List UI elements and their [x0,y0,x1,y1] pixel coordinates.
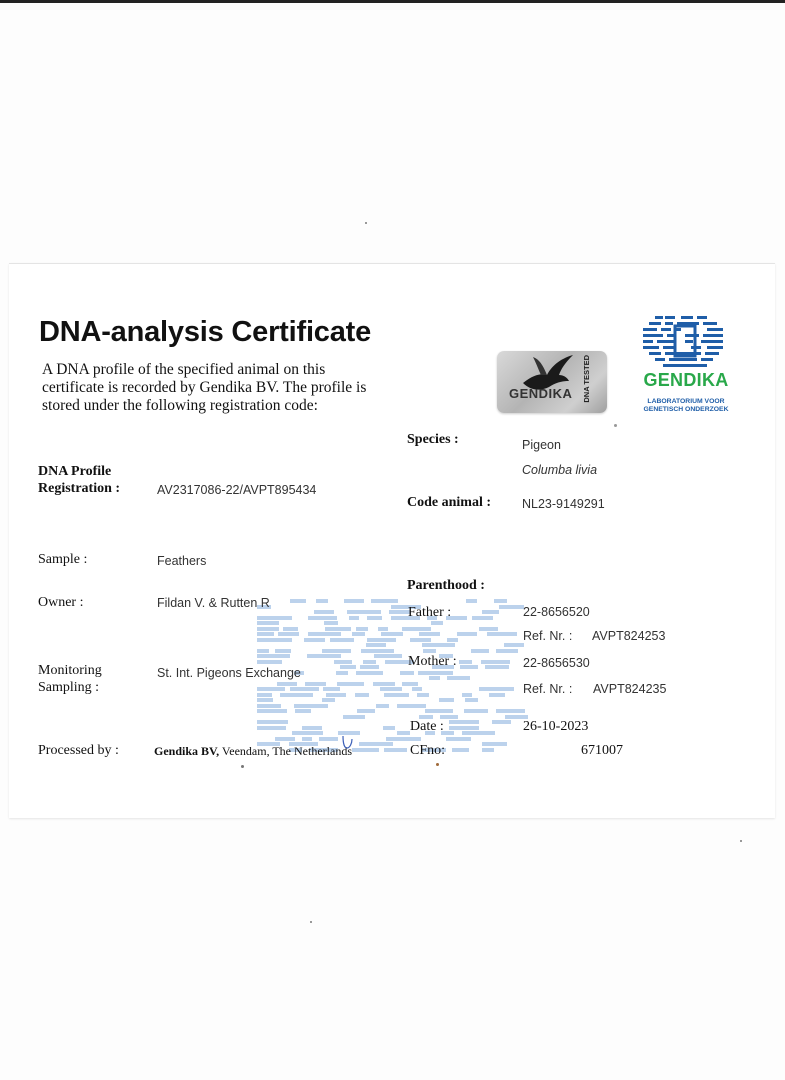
cfno-value: 671007 [581,743,623,758]
watermark-bar [449,720,479,724]
watermark-bar [257,704,281,708]
watermark-bar [257,632,274,636]
watermark-bar [257,649,269,653]
watermark-bar [322,698,335,702]
watermark-bar [257,660,282,664]
watermark-bar [355,693,369,697]
scan-speck [310,921,312,923]
watermark-bar [366,643,386,647]
watermark-bar [447,676,470,680]
watermark-bar [326,693,346,697]
watermark-bar [302,737,312,741]
parenthood-label: Parenthood : [407,578,485,593]
watermark-bar [322,649,351,653]
watermark-bar [294,704,328,708]
handwritten-mark [340,734,356,752]
processed-location: Veendam, The Netherlands [219,744,352,758]
watermark-bar [308,632,341,636]
watermark-bar [479,627,498,631]
watermark-bar [360,665,379,669]
watermark-bar [325,627,351,631]
watermark-bar [334,660,352,664]
code-animal-value: NL23-9149291 [522,497,605,511]
species-latin: Columba livia [522,463,598,477]
father-ref-label: Ref. Nr. : [523,629,573,643]
watermark-bar [459,660,472,664]
watermark-bar [374,654,402,658]
watermark-bar [275,649,291,653]
watermark-bar [471,649,489,653]
watermark-bar [482,748,494,752]
scan-speck [436,763,439,766]
watermark-bar [446,737,471,741]
scan-speck [740,840,742,842]
watermark-bar [496,649,518,653]
watermark-bar [277,682,297,686]
watermark-bar [380,687,402,691]
watermark-bar [304,638,325,642]
certificate-title: DNA-analysis Certificate [39,316,372,348]
dna-tested-sticker [497,351,607,413]
watermark-bar [257,621,279,625]
watermark-bar [402,627,431,631]
sticker-badge: DNA TESTED [582,355,591,403]
scan-top-edge [0,0,785,3]
watermark-bar [302,726,322,730]
father-label: Father : [408,605,452,620]
date-value: 26-10-2023 [523,719,589,734]
watermark-bar [363,660,376,664]
watermark-bar [356,671,383,675]
watermark-bar [257,698,273,702]
watermark-bar [305,682,326,686]
watermark-bar [275,737,295,741]
watermark-bar [343,715,365,719]
mother-ref-label: Ref. Nr. : [523,682,573,696]
monitoring-value: St. Int. Pigeons Exchange [157,666,301,680]
watermark-bar [481,660,510,664]
watermark-bar [344,599,364,603]
watermark-bar [487,632,517,636]
owner-label: Owner : [38,595,84,610]
watermark-bar [295,709,311,713]
sample-label: Sample : [38,552,88,567]
logo-subtitle: LABORATORIUM VOOR GENETISCH ONDERZOEK [643,398,729,413]
watermark-bar [402,682,418,686]
watermark-bar [361,649,394,653]
processed-by-label: Processed by : [38,743,119,758]
watermark-bar [505,715,528,719]
watermark-bar [378,627,388,631]
species-label: Species : [407,432,459,447]
cfno-label: CFno: [410,743,446,758]
watermark-bar [371,599,398,603]
watermark-bar [307,654,341,658]
processed-by-value [154,744,352,759]
watermark-bar [449,726,479,730]
watermark-bar [367,638,396,642]
watermark-bar [323,687,340,691]
watermark-bar [314,610,334,614]
watermark-bar [257,693,272,697]
watermark-bar [257,726,286,730]
watermark-bar [439,698,454,702]
watermark-bar [384,748,407,752]
watermark-bar [499,605,524,609]
dna-profile-label: DNA Profile [38,464,112,479]
father-ref-value: AVPT824253 [592,629,666,643]
watermark-bar [257,720,288,724]
watermark-bar [452,748,469,752]
watermark-bar [400,671,414,675]
watermark-bar [257,654,290,658]
watermark-bar [290,599,306,603]
watermark-bar [494,599,507,603]
watermark-bar [482,742,507,746]
watermark-bar [425,709,453,713]
watermark-bar [397,704,426,708]
watermark-bar [419,632,440,636]
watermark-bar [412,687,422,691]
watermark-bar [447,638,458,642]
watermark-bar [376,704,389,708]
sticker-brand: GENDIKA [509,386,573,401]
watermark-bar [397,731,410,735]
watermark-bar [367,616,382,620]
owner-value: Fildan V. & Rutten R [157,596,270,610]
watermark-bar [466,599,477,603]
species-common: Pigeon [522,438,561,452]
watermark-bar [290,687,319,691]
watermark-bar [340,665,356,669]
scan-speck [241,765,244,768]
scan-speck [365,222,367,224]
watermark-bar [440,715,458,719]
watermark-bar [319,737,338,741]
watermark-bar [419,715,433,719]
watermark-bar [349,616,359,620]
mother-ref-value: AVPT824235 [593,682,667,696]
watermark-bar [359,742,393,746]
mother-label: Mother : [408,654,457,669]
date-label: Date : [410,719,444,734]
watermark-bar [384,693,409,697]
watermark-bar [460,665,478,669]
certificate-intro: A DNA profile of the specified animal on this certificate is recorded by Gendika BV. The profile is stored under the following registration code: [42,361,367,414]
registration-code: AV2317086-22/AVPT895434 [157,483,317,497]
watermark-bar [357,709,375,713]
watermark-bar [465,698,478,702]
processed-org: Gendika BV, [154,744,220,758]
watermark-bar [292,731,323,735]
watermark-bar [423,649,436,653]
certificate-card [9,263,775,818]
watermark-bar [347,610,381,614]
watermark-bar [337,682,364,686]
watermark-bar [386,737,421,741]
monitoring-label: Monitoring [38,663,102,678]
watermark-bar [280,693,313,697]
watermark-bar [381,632,403,636]
watermark-bar [472,616,493,620]
father-value: 22-8656520 [523,605,590,619]
watermark-bar [410,638,431,642]
code-animal-label: Code animal : [407,495,491,510]
scan-speck [614,424,617,427]
watermark-bar [356,627,368,631]
watermark-bar [492,720,511,724]
logo-name: GENDIKA [643,370,729,390]
watermark-bar [257,627,279,631]
gendika-dna-g-icon [641,314,727,370]
watermark-bar [257,709,287,713]
watermark-bar [462,731,495,735]
watermark-bar [316,599,328,603]
watermark-bar [336,671,348,675]
watermark-bar [485,665,509,669]
watermark-bar [257,638,292,642]
watermark-bar [373,682,395,686]
watermark-bar [283,627,298,631]
watermark-bar [429,676,440,680]
watermark-bar [257,687,285,691]
watermark-bar [464,709,488,713]
sampling-label: Sampling : [38,680,100,695]
watermark-bar [324,621,338,625]
sample-value: Feathers [157,554,207,568]
watermark-bar [496,709,525,713]
watermark-bar [422,643,455,647]
watermark-bar [462,693,472,697]
watermark-bar [330,638,354,642]
watermark-bar [352,632,365,636]
watermark-bar [482,610,499,614]
watermark-bar [418,671,453,675]
watermark-bar [479,687,514,691]
watermark-bar [257,616,292,620]
mother-value: 22-8656530 [523,656,590,670]
watermark-bar [431,621,443,625]
watermark-bar [457,632,477,636]
watermark-bar [308,616,337,620]
watermark-bar [504,643,524,647]
registration-label: Registration : [38,481,121,496]
watermark-bar [352,748,379,752]
watermark-bar [489,693,505,697]
watermark-bar [417,693,429,697]
watermark-bar [278,632,299,636]
watermark-bar [383,726,395,730]
